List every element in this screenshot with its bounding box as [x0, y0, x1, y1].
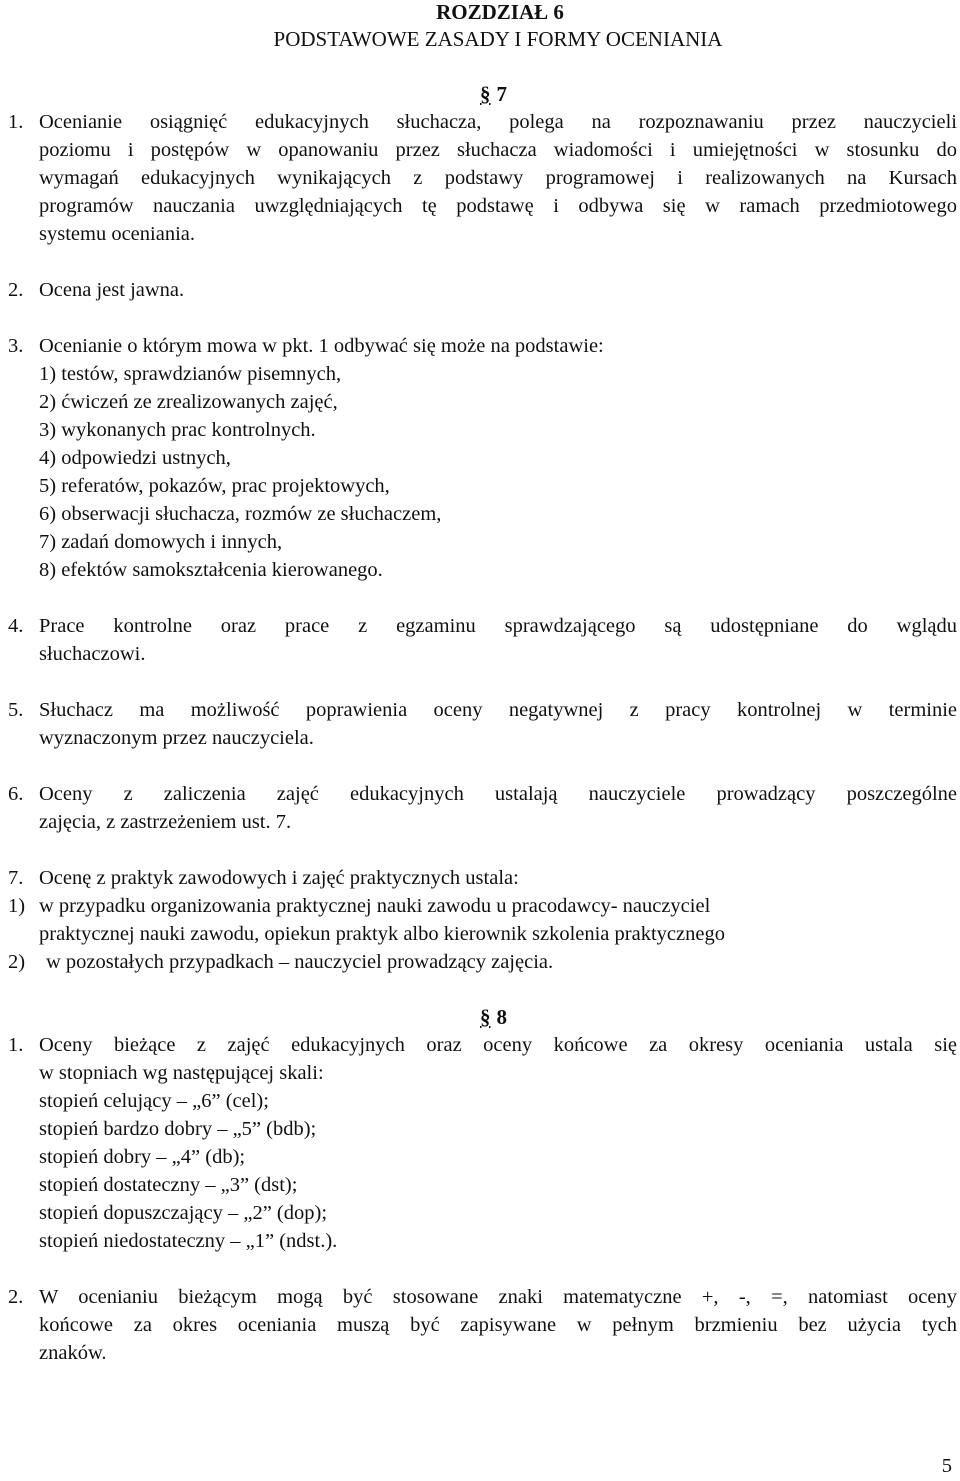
section-number: 8: [496, 1005, 507, 1029]
section-7-heading: [480, 80, 507, 108]
p1-line-5: systemu oceniania.: [39, 223, 195, 245]
p7-text: Ocenę z praktyk zawodowych i zajęć praktycznych ustala:: [39, 867, 519, 889]
p1-number: 1.: [8, 111, 24, 133]
p1-line-1: Ocenianie osiągnięć edukacyjnych słuchacza, polega na rozpoznawaniu przez nauczycieli: [39, 111, 957, 133]
p4-number: 4.: [8, 615, 24, 637]
p4-line-2: słuchaczowi.: [39, 643, 146, 665]
p5-line-2: wyznaczonym przez nauczyciela.: [39, 727, 314, 749]
p3-item: 2) ćwiczeń ze zrealizowanych zajęć,: [39, 391, 338, 413]
p3-item: 6) obserwacji słuchacza, rozmów ze słuchaczem,: [39, 503, 442, 525]
section-symbol: §: [480, 1005, 491, 1029]
grade-item: stopień dostateczny – „3” (dst);: [39, 1174, 298, 1196]
p1-line-4: programów nauczania uwzględniających tę podstawę i odbywa się w ramach przedmiotowego: [39, 195, 957, 217]
grade-item: stopień dopuszczający – „2” (dop);: [39, 1202, 328, 1224]
grade-item: stopień celujący – „6” (cel);: [39, 1090, 269, 1112]
p3-text: Ocenianie o którym mowa w pkt. 1 odbywać się może na podstawie:: [39, 335, 604, 357]
page-number: 5: [941, 1455, 952, 1477]
section-symbol: §: [480, 82, 491, 106]
p6-number: 6.: [8, 783, 24, 805]
p7-sub2-text: w pozostałych przypadkach – nauczyciel prowadzący zajęcia.: [46, 951, 554, 973]
p3-number: 3.: [8, 335, 24, 357]
p4-line-1: Prace kontrolne oraz prace z egzaminu sprawdzającego są udostępniane do wglądu: [39, 615, 957, 637]
grade-item: stopień dobry – „4” (db);: [39, 1146, 246, 1168]
p5-line-1: Słuchacz ma możliwość poprawienia oceny negatywnej z pracy kontrolnej w terminie: [39, 699, 957, 721]
chapter-heading: ROZDZIAŁ 6: [436, 0, 564, 24]
p7-sub2-number: 2): [8, 951, 26, 973]
s8-p2-line-3: znaków.: [39, 1342, 107, 1364]
p6-line-1: Oceny z zaliczenia zajęć edukacyjnych ustalają nauczyciele prowadzący poszczególne: [39, 783, 957, 805]
p3-item: 8) efektów samokształcenia kierowanego.: [39, 559, 383, 581]
p7-sub1-line-1: w przypadku organizowania praktycznej nauki zawodu u pracodawcy- nauczyciel: [39, 895, 711, 917]
p1-line-3: wymagań edukacyjnych wynikających z podstawy programowej i realizowanych na Kursach: [39, 167, 957, 189]
s8-p1-line-1: Oceny bieżące z zajęć edukacyjnych oraz oceny końcowe za okresy oceniania ustala się: [39, 1034, 957, 1056]
p1-line-2: poziomu i postępów w opanowaniu przez słuchacza wiadomości i umiejętności w stosunku do: [39, 139, 957, 161]
chapter-title: PODSTAWOWE ZASADY I FORMY OCENIANIA: [273, 27, 723, 51]
grade-item: stopień bardzo dobry – „5” (bdb);: [39, 1118, 317, 1140]
p2-text: Ocena jest jawna.: [39, 279, 185, 301]
p7-sub1-number: 1): [8, 895, 26, 917]
p3-item: 7) zadań domowych i innych,: [39, 531, 283, 553]
s8-p2-line-2: końcowe za okres oceniania muszą być zapisywane w pełnym brzmieniu bez użycia tych: [39, 1314, 957, 1336]
s8-p1-line-2: w stopniach wg następującej skali:: [39, 1062, 324, 1084]
section-number: 7: [496, 82, 507, 106]
p7-sub1-line-2: praktycznej nauki zawodu, opiekun praktyk albo kierownik szkolenia praktycznego: [39, 923, 725, 945]
s8-p1-number: 1.: [8, 1034, 24, 1056]
section-8-heading: [480, 1003, 507, 1031]
p3-item: 4) odpowiedzi ustnych,: [39, 447, 231, 469]
p2-number: 2.: [8, 279, 24, 301]
p7-number: 7.: [8, 867, 24, 889]
p6-line-2: zajęcia, z zastrzeżeniem ust. 7.: [39, 811, 292, 833]
p3-item: 1) testów, sprawdzianów pisemnych,: [39, 363, 342, 385]
p5-number: 5.: [8, 699, 24, 721]
p3-item: 5) referatów, pokazów, prac projektowych,: [39, 475, 390, 497]
s8-p2-line-1: W ocenianiu bieżącym mogą być stosowane znaki matematyczne +, -, =, natomiast oceny: [39, 1286, 957, 1308]
s8-p2-number: 2.: [8, 1286, 24, 1308]
grade-item: stopień niedostateczny – „1” (ndst.).: [39, 1230, 338, 1252]
p3-item: 3) wykonanych prac kontrolnych.: [39, 419, 316, 441]
